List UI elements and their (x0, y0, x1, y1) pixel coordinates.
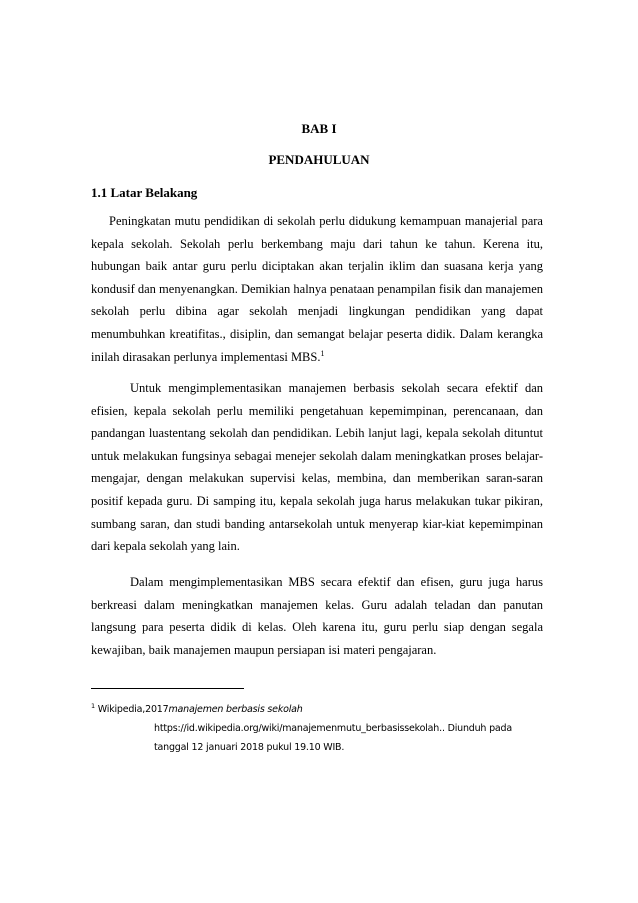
paragraph-1-text: Peningkatan mutu pendidikan di sekolah perlu didukung kemampuan manajerial para kepala sekolah. Sekolah perlu berkembang maju dari tahun ke tahun. Kerena itu, hubungan baik antar guru perlu diciptakan akan terjalin iklim dan suasana kerja yang kondusif dan menyenangkan. Demikian halnya penataan penampilan fisik dan manajemen sekolah perlu dibina agar sekolah menjadi lingkungan pendidikan yang dapat menumbuhkan kreatifitas., disiplin, dan semangat belajar peserta didik. Dalam kerangka inilah dirasakan perlunya implementasi MBS. (91, 214, 543, 364)
paragraph-2: Untuk mengimplementasikan manajemen berbasis sekolah secara efektif dan efisien, kepala sekolah perlu memiliki pengetahuan kepemimpinan, perencanaan, dan pandangan luastentang sekolah dan pendidikan. Lebih lanjut lagi, kepala sekolah dituntut untuk melakukan fungsinya sebagai menejer sekolah dalam meningkatkan proses belajar-mengajar, dengan melakukan supervisi kelas, membina, dan memberikan saran-saran positif kepada guru. Di samping itu, kepala sekolah juga harus melakukan tukar pikiran, sumbang saran, dan studi banding antarsekolah untuk menyerap kiar-kiat kepemimpinan dari kepala sekolah yang lain. (91, 381, 543, 554)
chapter-title: PENDAHULUAN (268, 152, 370, 167)
chapter-label: BAB I (301, 121, 337, 136)
footnote-divider (91, 688, 244, 689)
footnote-line-1 (91, 700, 561, 719)
footnote-source: Wikipedia,2017 (97, 704, 169, 715)
footnote-reference: 1 (320, 348, 325, 358)
paragraph-1 (91, 210, 543, 368)
section-heading: 1.1 Latar Belakang (91, 185, 198, 200)
footnote-url: https://id.wikipedia.org/wiki/manajemenmutu_berbasissekolah.. Diunduh pada (154, 723, 512, 734)
footnote-date: tanggal 12 januari 2018 pukul 19.10 WIB. (154, 742, 345, 753)
footnote-title: manajemen berbasis sekolah (168, 704, 303, 715)
footnote-number: 1 (91, 701, 95, 710)
paragraph-3: Dalam mengimplementasikan MBS secara efektif dan efisen, guru juga harus berkreasi dalam meningkatkan manajemen kelas. Guru adalah teladan dan panutan langsung para peserta didik di kelas. Oleh karena itu, guru perlu siap dengan segala kewajiban, baik manajemen maupun persiapan isi materi pengajaran. (91, 575, 543, 657)
